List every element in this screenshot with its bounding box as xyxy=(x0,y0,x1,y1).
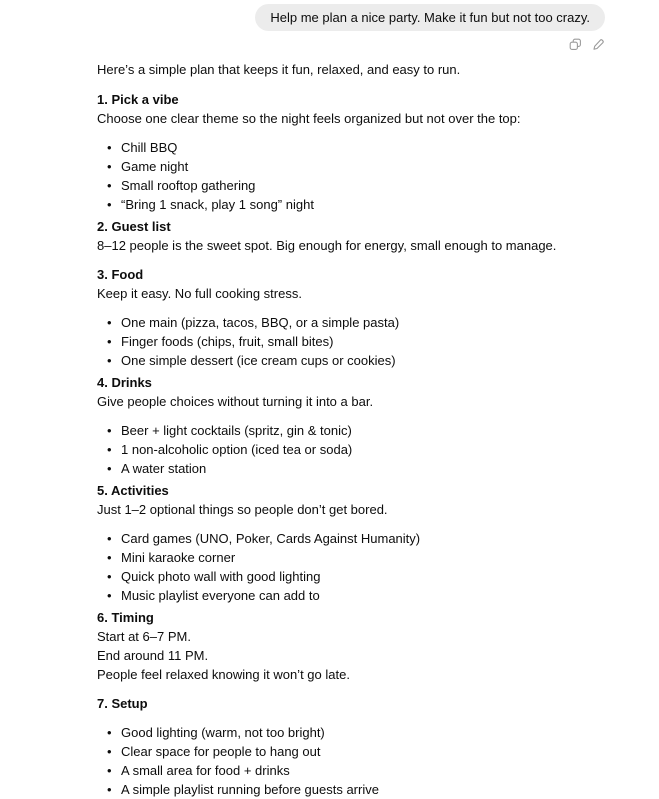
section-line: Just 1–2 optional things so people don’t get bored. xyxy=(97,502,388,517)
section-line: Give people choices without turning it into a bar. xyxy=(97,394,374,409)
plan-section xyxy=(97,217,605,255)
plan-section xyxy=(97,481,605,605)
bullet-item: • Good lighting (warm, not too bright) xyxy=(121,723,605,742)
section-line: Keep it easy. No full cooking stress. xyxy=(97,286,302,301)
assistant-intro: Here’s a simple plan that keeps it fun, relaxed, and easy to run. xyxy=(97,62,461,77)
section-bullet-list xyxy=(97,529,605,605)
assistant-message xyxy=(97,60,605,799)
section-paragraph xyxy=(97,373,605,411)
assistant-sections xyxy=(97,90,605,799)
section-line: Start at 6–7 PM. xyxy=(97,629,191,644)
plan-section xyxy=(97,90,605,214)
bullet-item: • One simple dessert (ice cream cups or cookies) xyxy=(121,351,605,370)
user-message-row xyxy=(97,4,605,31)
section-paragraph xyxy=(97,481,605,519)
section-heading: 3. Food xyxy=(97,267,144,282)
plan-section xyxy=(97,373,605,478)
section-heading: 7. Setup xyxy=(97,696,148,711)
section-heading: 5. Activities xyxy=(97,483,169,498)
plan-section xyxy=(97,694,605,799)
section-paragraph xyxy=(97,217,605,255)
bullet-item: • Beer + light cocktails (spritz, gin & tonic) xyxy=(121,421,605,440)
bullet-item: • “Bring 1 snack, play 1 song” night xyxy=(121,195,605,214)
copy-button[interactable] xyxy=(569,38,582,51)
bullet-item: • Game night xyxy=(121,157,605,176)
section-paragraph xyxy=(97,265,605,303)
section-line: Choose one clear theme so the night feels organized but not over the top: xyxy=(97,111,521,126)
bullet-item: • Chill BBQ xyxy=(121,138,605,157)
bullet-item: • Card games (UNO, Poker, Cards Against Humanity) xyxy=(121,529,605,548)
section-heading: 2. Guest list xyxy=(97,219,171,234)
user-message-text: Help me plan a nice party. Make it fun but not too crazy. xyxy=(270,10,590,25)
section-paragraph xyxy=(97,608,605,684)
bullet-item: • A small area for food + drinks xyxy=(121,761,605,780)
bullet-item: • A water station xyxy=(121,459,605,478)
section-paragraph xyxy=(97,90,605,128)
section-line: End around 11 PM. xyxy=(97,648,209,663)
section-bullet-list xyxy=(97,138,605,214)
bullet-item: • Clear space for people to hang out xyxy=(121,742,605,761)
section-paragraph xyxy=(97,694,605,713)
section-line: People feel relaxed knowing it won’t go late. xyxy=(97,667,350,682)
bullet-item: • Small rooftop gathering xyxy=(121,176,605,195)
section-bullet-list xyxy=(97,313,605,370)
bullet-item: • Quick photo wall with good lighting xyxy=(121,567,605,586)
user-message-bubble xyxy=(255,4,605,31)
copy-icon xyxy=(569,38,582,51)
section-bullet-list xyxy=(97,421,605,478)
bullet-item: • One main (pizza, tacos, BBQ, or a simple pasta) xyxy=(121,313,605,332)
bullet-item: • A simple playlist running before guests arrive xyxy=(121,780,605,799)
bullet-item: • Music playlist everyone can add to xyxy=(121,586,605,605)
bullet-item: • 1 non-alcoholic option (iced tea or soda) xyxy=(121,440,605,459)
message-actions-row xyxy=(97,38,605,51)
section-heading: 6. Timing xyxy=(97,610,154,625)
bullet-item: • Mini karaoke corner xyxy=(121,548,605,567)
plan-section xyxy=(97,265,605,370)
section-line: 8–12 people is the sweet spot. Big enough for energy, small enough to manage. xyxy=(97,238,557,253)
plan-section xyxy=(97,608,605,684)
section-heading: 1. Pick a vibe xyxy=(97,92,179,107)
section-bullet-list xyxy=(97,723,605,799)
bullet-item: • Finger foods (chips, fruit, small bites) xyxy=(121,332,605,351)
section-heading: 4. Drinks xyxy=(97,375,152,390)
edit-icon xyxy=(592,38,605,51)
edit-button[interactable] xyxy=(592,38,605,51)
